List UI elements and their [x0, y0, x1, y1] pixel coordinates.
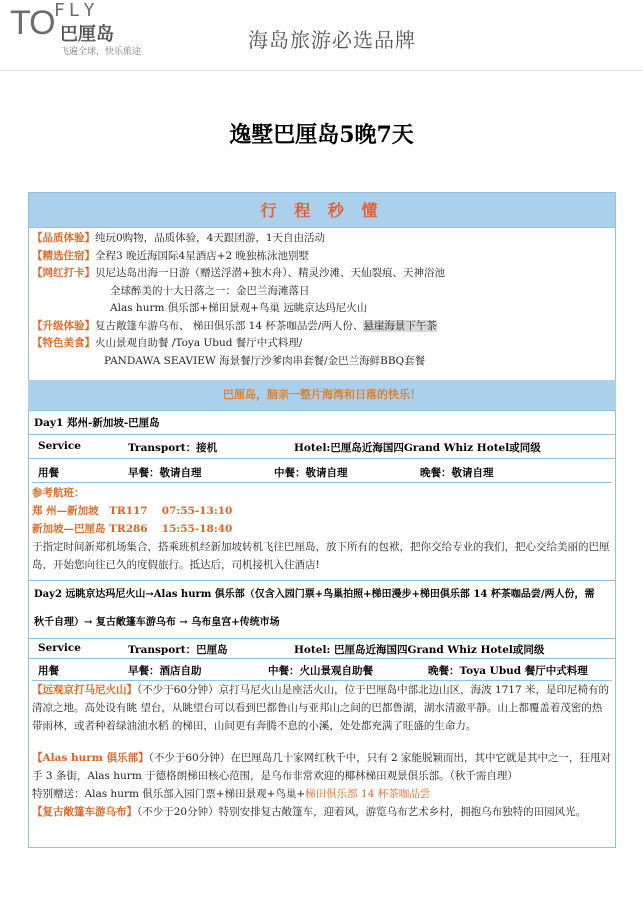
- overview-item: Alas hurm 俱乐部+梯田景观+鸟巢 远眺京达玛尼火山: [110, 302, 368, 314]
- logo-fly: FLY: [54, 0, 99, 21]
- overview-item: PANDAWA SEAVIEW 海景餐厅沙爹肉串套餐/金巴兰海鲜BBQ套餐: [104, 354, 426, 367]
- page-title: 逸墅巴厘岛5晚7天: [229, 122, 414, 148]
- day2-paragraph: 【远观京打马尼火山】（不少于60分钟）京打马尼火山是座活火山，位于巴厘岛中部北边山区，海波 1717 米，是印尼椅有的清凉之地。高处设有眺 望台，从眺望台可以看到巴都鲁山与亚邦山之间的巴都鲁湖，湖水清澈平静。山上都覆盖着茂密的热带雨林，或者种着绿油油水稻 的梯田，山间更有奔腾不息的小溪，处处都充满了旺盛的生命力。: [32, 684, 610, 732]
- overview-item: 【特色美食】火山景观自助餐 /Toya Ubud 餐厅中式料理/: [32, 337, 303, 349]
- overview-list: [32, 230, 612, 370]
- logo-tagline: 飞遍全球，快乐旅途: [60, 47, 142, 57]
- day1-service-row: Service Transport：接机 Hotel:巴厘岛近海国四Grand Whiz Hotel或同级: [28, 434, 616, 458]
- slogan: 海岛旅游必选品牌: [248, 28, 416, 52]
- overview-item: 【升级体验】复古敞篷车游乌布、 梯田俱乐部 14 杯茶咖品尝/两人份、悬崖海景下午茶: [32, 319, 437, 332]
- day2-paragraph: 【Alas hurm 俱乐部】（不少于60分钟）在巴厘岛几十家网红秋千中，只有 2 家能脱颖而出，其中它就是其中之一，狂甩对手 3 条街，Alas hurm 于德格朗梯田核心范围，是乌布非常欢迎的椰林梯田观景俱乐部。（秋千需自理）: [32, 752, 612, 782]
- flight-label: 参考航班：: [32, 487, 85, 499]
- logo-to: TO: [10, 4, 55, 42]
- day1-description: 于指定时间新郑机场集合，搭乘班机经新加坡转机飞往巴厘岛，放下所有的包袱，把你交给专业的我们，把心交给美丽的巴厘岛，开始您向往已久的度假旅行。抵达后，司机接机入住酒店!: [32, 541, 610, 571]
- day1-title: Day1 郑州-新加坡-巴厘岛: [28, 410, 616, 434]
- overview-item: 【品质体验】纯玩0购物，品质体验，4天跟团游，1天自由活动: [32, 232, 326, 244]
- day2-meal-row: 用餐 早餐：酒店自助 中餐：火山景观自助餐 晚餐：Toya Ubud 餐厅中式料理: [28, 658, 616, 680]
- flight-2: 新加坡—巴厘岛 TR286 15:55-18:40: [32, 523, 233, 535]
- day1-meal-row: 用餐 早餐：敬请自理 中餐：敬请自理 晚餐：敬请自理: [28, 458, 616, 482]
- day2-body: [32, 680, 612, 821]
- overview-item: 全球醉美的十大日落之一：金巴兰海滩落日: [110, 284, 310, 297]
- day1-body: [32, 482, 612, 574]
- day2-title: Day2 远眺京达玛尼火山→Alas hurm 俱乐部（仅含入园门票+鸟巢拍照+梯田漫步+梯田俱乐部 14 杯茶咖品尝/两人份，需 秋千自理）→ 复古敞篷车游乌布 → 乌布皇宫+传统市场: [28, 580, 616, 638]
- section-banner: 巴厘岛，脑亲一整片海湾和日落的快乐！: [28, 380, 616, 410]
- header-divider: [0, 70, 643, 71]
- day2-gift: 特别赠送：Alas hurm 俱乐部入园门票+梯田景观+鸟巢+梯田俱乐部 14 杯茶咖品尝: [32, 788, 431, 800]
- overview-item: 【精选住宿】全程3 晚近海国际4星酒店+2 晚独栋泳池别墅: [32, 249, 310, 262]
- overview-heading: 行 程 秒 懂: [28, 192, 616, 228]
- overview-item: 【网红打卡】贝尼达岛出海一日游（赠送浮潜+独木舟）、精灵沙滩、天仙裂痕、天神浴池: [32, 267, 446, 279]
- page-header: [0, 0, 643, 72]
- flight-1: 郑 州—新加坡 TR117 07:55-13:10: [32, 505, 233, 517]
- day2-paragraph: 【复古敞篷车游乌布】（不少于20分钟）特别安排复古敞篷车，迎着风，游览乌布艺术乡村，拥抱乌布独特的田园风光。: [32, 806, 587, 818]
- day2-service-row: Service Transport：巴厘岛 Hotel: 巴厘岛近海国四Grand Whiz Hotel或同级: [28, 638, 616, 658]
- logo-brand: 巴厘岛: [60, 24, 114, 45]
